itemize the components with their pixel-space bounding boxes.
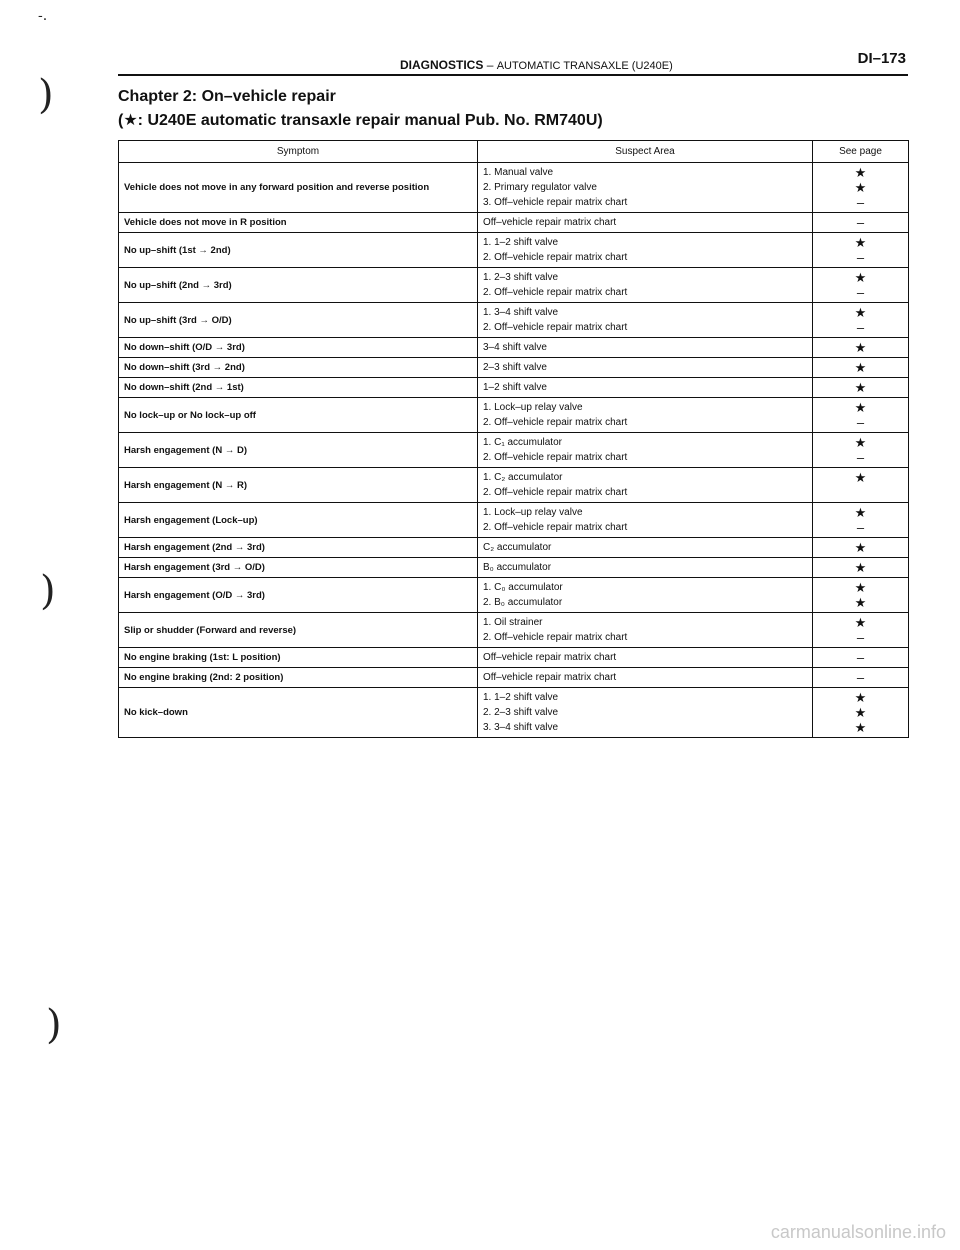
suspect-area-item: 2. Off–vehicle repair matrix chart — [483, 487, 628, 498]
see-page-mark: – — [856, 320, 865, 335]
page-number: DI–173 — [857, 50, 906, 67]
margin-mark: -. — [38, 8, 48, 24]
see-page-mark: – — [856, 250, 865, 265]
see-page-mark: ★ — [854, 595, 867, 610]
header-separator: – — [486, 58, 494, 72]
symptom-cell: No kick–down — [119, 688, 478, 738]
table-row — [119, 433, 909, 468]
see-page-cell — [813, 648, 909, 668]
symptom-cell: Harsh engagement (2nd → 3rd) — [119, 538, 478, 558]
symptom-cell: No engine braking (2nd: 2 position) — [119, 668, 478, 688]
see-page-mark: ★ — [854, 165, 867, 180]
suspect-area-item: C₂ accumulator — [483, 542, 552, 553]
suspect-area-item: Off–vehicle repair matrix chart — [483, 217, 617, 228]
table-row — [119, 358, 909, 378]
suspect-area-cell — [478, 503, 813, 538]
suspect-area-item: 3. 3–4 shift valve — [483, 722, 559, 733]
see-page-mark: ★ — [854, 505, 867, 520]
see-page-cell — [813, 538, 909, 558]
table-row — [119, 213, 909, 233]
table-row — [119, 268, 909, 303]
see-page-mark: ★ — [854, 470, 867, 485]
suspect-area-item: 1. 1–2 shift valve — [483, 237, 559, 248]
suspect-area-item: Off–vehicle repair matrix chart — [483, 652, 617, 663]
suspect-area-cell — [478, 648, 813, 668]
see-page-cell — [813, 688, 909, 738]
suspect-area-item: 2. Off–vehicle repair matrix chart — [483, 417, 628, 428]
suspect-area-cell — [478, 433, 813, 468]
suspect-area-item: 3. Off–vehicle repair matrix chart — [483, 197, 628, 208]
symptom-cell: Vehicle does not move in R position — [119, 213, 478, 233]
see-page-mark: ★ — [854, 270, 867, 285]
suspect-area-cell — [478, 468, 813, 503]
table-row — [119, 578, 909, 613]
see-page-cell — [813, 398, 909, 433]
suspect-area-item: 2. Off–vehicle repair matrix chart — [483, 322, 628, 333]
suspect-area-cell — [478, 268, 813, 303]
suspect-area-item: B₀ accumulator — [483, 562, 552, 573]
see-page-mark: ★ — [854, 435, 867, 450]
margin-mark: ) — [40, 568, 56, 614]
suspect-area-item: 1. C₁ accumulator — [483, 437, 562, 448]
see-page-mark: ★ — [854, 615, 867, 630]
see-page-mark: ★ — [854, 560, 867, 575]
section-name: DIAGNOSTICS — [400, 58, 484, 72]
symptom-cell: Slip or shudder (Forward and reverse) — [119, 613, 478, 648]
suspect-area-cell — [478, 668, 813, 688]
suspect-area-cell — [478, 338, 813, 358]
see-page-mark: ★ — [854, 720, 867, 735]
see-page-cell — [813, 578, 909, 613]
suspect-area-item: 2–3 shift valve — [483, 362, 547, 373]
symptom-cell: No up–shift (3rd → O/D) — [119, 303, 478, 338]
margin-mark: ) — [46, 1002, 62, 1048]
header-title — [400, 58, 673, 72]
suspect-area-cell — [478, 578, 813, 613]
header-rule — [118, 74, 908, 76]
suspect-area-item: 1. 3–4 shift valve — [483, 307, 559, 318]
see-page-cell — [813, 233, 909, 268]
table-row — [119, 688, 909, 738]
see-page-mark: ★ — [854, 705, 867, 720]
see-page-mark: ★ — [854, 235, 867, 250]
see-page-cell — [813, 163, 909, 213]
see-page-cell — [813, 613, 909, 648]
symptom-cell: No engine braking (1st: L position) — [119, 648, 478, 668]
see-page-mark: – — [856, 650, 865, 665]
suspect-area-item: 1–2 shift valve — [483, 382, 547, 393]
table-row — [119, 668, 909, 688]
column-header-see-page: See page — [813, 141, 909, 163]
see-page-cell — [813, 503, 909, 538]
table-row — [119, 303, 909, 338]
repair-table — [118, 140, 909, 738]
suspect-area-cell — [478, 378, 813, 398]
suspect-area-item: 3–4 shift valve — [483, 342, 547, 353]
see-page-cell — [813, 668, 909, 688]
table-body — [119, 163, 909, 738]
symptom-cell: No down–shift (O/D → 3rd) — [119, 338, 478, 358]
symptom-cell: No lock–up or No lock–up off — [119, 398, 478, 433]
symptom-cell: No up–shift (1st → 2nd) — [119, 233, 478, 268]
symptom-cell: Harsh engagement (O/D → 3rd) — [119, 578, 478, 613]
see-page-cell — [813, 338, 909, 358]
chapter-title: Chapter 2: On–vehicle repair — [118, 88, 336, 105]
see-page-mark: ★ — [854, 180, 867, 195]
symptom-cell: Harsh engagement (Lock–up) — [119, 503, 478, 538]
see-page-cell — [813, 433, 909, 468]
suspect-area-item: 1. C₀ accumulator — [483, 582, 563, 593]
suspect-area-cell — [478, 558, 813, 578]
page-header — [118, 44, 908, 80]
suspect-area-item: 2. 2–3 shift valve — [483, 707, 559, 718]
table-row — [119, 558, 909, 578]
suspect-area-item: 1. Lock–up relay valve — [483, 507, 583, 518]
see-page-mark: – — [856, 215, 865, 230]
watermark: carmanualsonline.info — [770, 1222, 946, 1242]
table-row — [119, 503, 909, 538]
see-page-mark — [818, 485, 903, 500]
see-page-mark: ★ — [854, 540, 867, 555]
suspect-area-item: 2. Off–vehicle repair matrix chart — [483, 252, 628, 263]
suspect-area-item: 1. Manual valve — [483, 167, 554, 178]
symptom-cell: Harsh engagement (3rd → O/D) — [119, 558, 478, 578]
suspect-area-cell — [478, 538, 813, 558]
see-page-mark: – — [856, 415, 865, 430]
see-page-mark: – — [856, 520, 865, 535]
see-page-cell — [813, 303, 909, 338]
symptom-cell: Harsh engagement (N → R) — [119, 468, 478, 503]
suspect-area-item: 2. Primary regulator valve — [483, 182, 597, 193]
suspect-area-cell — [478, 213, 813, 233]
see-page-cell — [813, 213, 909, 233]
see-page-cell — [813, 358, 909, 378]
suspect-area-cell — [478, 233, 813, 268]
see-page-mark: – — [856, 630, 865, 645]
suspect-area-item: 1. Lock–up relay valve — [483, 402, 583, 413]
table-row — [119, 648, 909, 668]
see-page-mark: ★ — [854, 690, 867, 705]
suspect-area-cell — [478, 688, 813, 738]
see-page-cell — [813, 268, 909, 303]
see-page-mark: – — [856, 450, 865, 465]
suspect-area-item: Off–vehicle repair matrix chart — [483, 672, 617, 683]
table-row — [119, 538, 909, 558]
see-page-mark: ★ — [854, 400, 867, 415]
see-page-mark: – — [856, 195, 865, 210]
suspect-area-item: 2. Off–vehicle repair matrix chart — [483, 522, 628, 533]
subsection-name: AUTOMATIC TRANSAXLE (U240E) — [496, 60, 673, 72]
suspect-area-item: 2. Off–vehicle repair matrix chart — [483, 452, 628, 463]
see-page-mark: ★ — [854, 340, 867, 355]
suspect-area-cell — [478, 398, 813, 433]
suspect-area-cell — [478, 358, 813, 378]
margin-mark: ) — [38, 72, 54, 118]
table-row — [119, 468, 909, 503]
table-row — [119, 398, 909, 433]
see-page-cell — [813, 468, 909, 503]
chapter-reference: (★: U240E automatic transaxle repair manual Pub. No. RM740U) — [118, 112, 603, 129]
see-page-mark: ★ — [854, 380, 867, 395]
suspect-area-cell — [478, 303, 813, 338]
suspect-area-item: 2. Off–vehicle repair matrix chart — [483, 287, 628, 298]
see-page-mark: ★ — [854, 305, 867, 320]
suspect-area-item: 2. Off–vehicle repair matrix chart — [483, 632, 628, 643]
suspect-area-cell — [478, 163, 813, 213]
see-page-mark: ★ — [854, 580, 867, 595]
table-row — [119, 613, 909, 648]
table-header-row — [119, 141, 909, 163]
suspect-area-item: 1. 2–3 shift valve — [483, 272, 559, 283]
see-page-cell — [813, 558, 909, 578]
see-page-mark: – — [856, 285, 865, 300]
suspect-area-item: 2. B₀ accumulator — [483, 597, 563, 608]
see-page-mark: – — [856, 670, 865, 685]
table-row — [119, 233, 909, 268]
see-page-mark: ★ — [854, 360, 867, 375]
column-header-symptom: Symptom — [119, 141, 478, 163]
suspect-area-item: 1. C₂ accumulator — [483, 472, 563, 483]
table-row — [119, 378, 909, 398]
symptom-cell: No down–shift (2nd → 1st) — [119, 378, 478, 398]
suspect-area-cell — [478, 613, 813, 648]
table-row — [119, 338, 909, 358]
symptom-cell: Vehicle does not move in any forward position and reverse position — [119, 163, 478, 213]
symptom-cell: No up–shift (2nd → 3rd) — [119, 268, 478, 303]
see-page-cell — [813, 378, 909, 398]
suspect-area-item: 1. 1–2 shift valve — [483, 692, 559, 703]
symptom-cell: Harsh engagement (N → D) — [119, 433, 478, 468]
table-row — [119, 163, 909, 213]
symptom-cell: No down–shift (3rd → 2nd) — [119, 358, 478, 378]
column-header-suspect-area: Suspect Area — [478, 141, 813, 163]
suspect-area-item: 1. Oil strainer — [483, 617, 543, 628]
